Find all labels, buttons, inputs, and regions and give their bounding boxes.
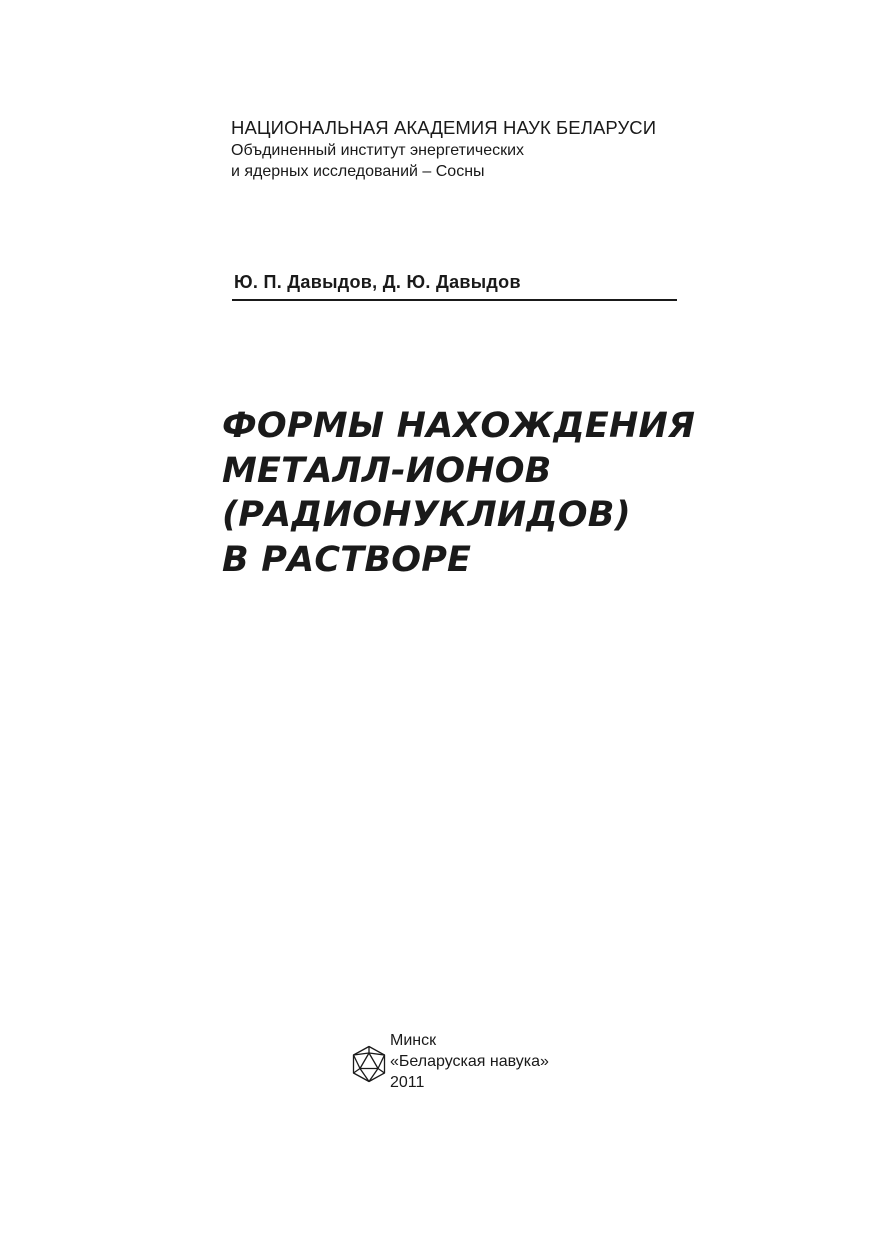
imprint-city: Минск [390, 1032, 437, 1049]
imprint-year: 2011 [390, 1074, 425, 1091]
title-line-1: ФОРМЫ НАХОЖДЕНИЯ [222, 406, 696, 446]
imprint [351, 1030, 611, 1100]
title-line-3: (РАДИОНУКЛИДОВ) [222, 495, 631, 535]
title-line-4: В РАСТВОРЕ [222, 539, 472, 580]
publisher-polyhedron-logo-icon [351, 1045, 387, 1083]
imprint-text [390, 1030, 549, 1093]
institute-name-line-2: и ядерных исследований – Сосны [231, 163, 485, 180]
book-title [222, 404, 702, 582]
title-line-2: МЕТАЛЛ-ИОНОВ [222, 450, 552, 491]
imprint-publisher: «Беларуская навука» [390, 1053, 549, 1070]
organization-block [231, 116, 701, 182]
authors: Ю. П. Давыдов, Д. Ю. Давыдов [234, 272, 521, 292]
authors-divider [232, 299, 677, 301]
academy-name: НАЦИОНАЛЬНАЯ АКАДЕМИЯ НАУК БЕЛАРУСИ [231, 117, 657, 138]
institute-name-line-1: Объдиненный институт энергетических [231, 142, 525, 159]
